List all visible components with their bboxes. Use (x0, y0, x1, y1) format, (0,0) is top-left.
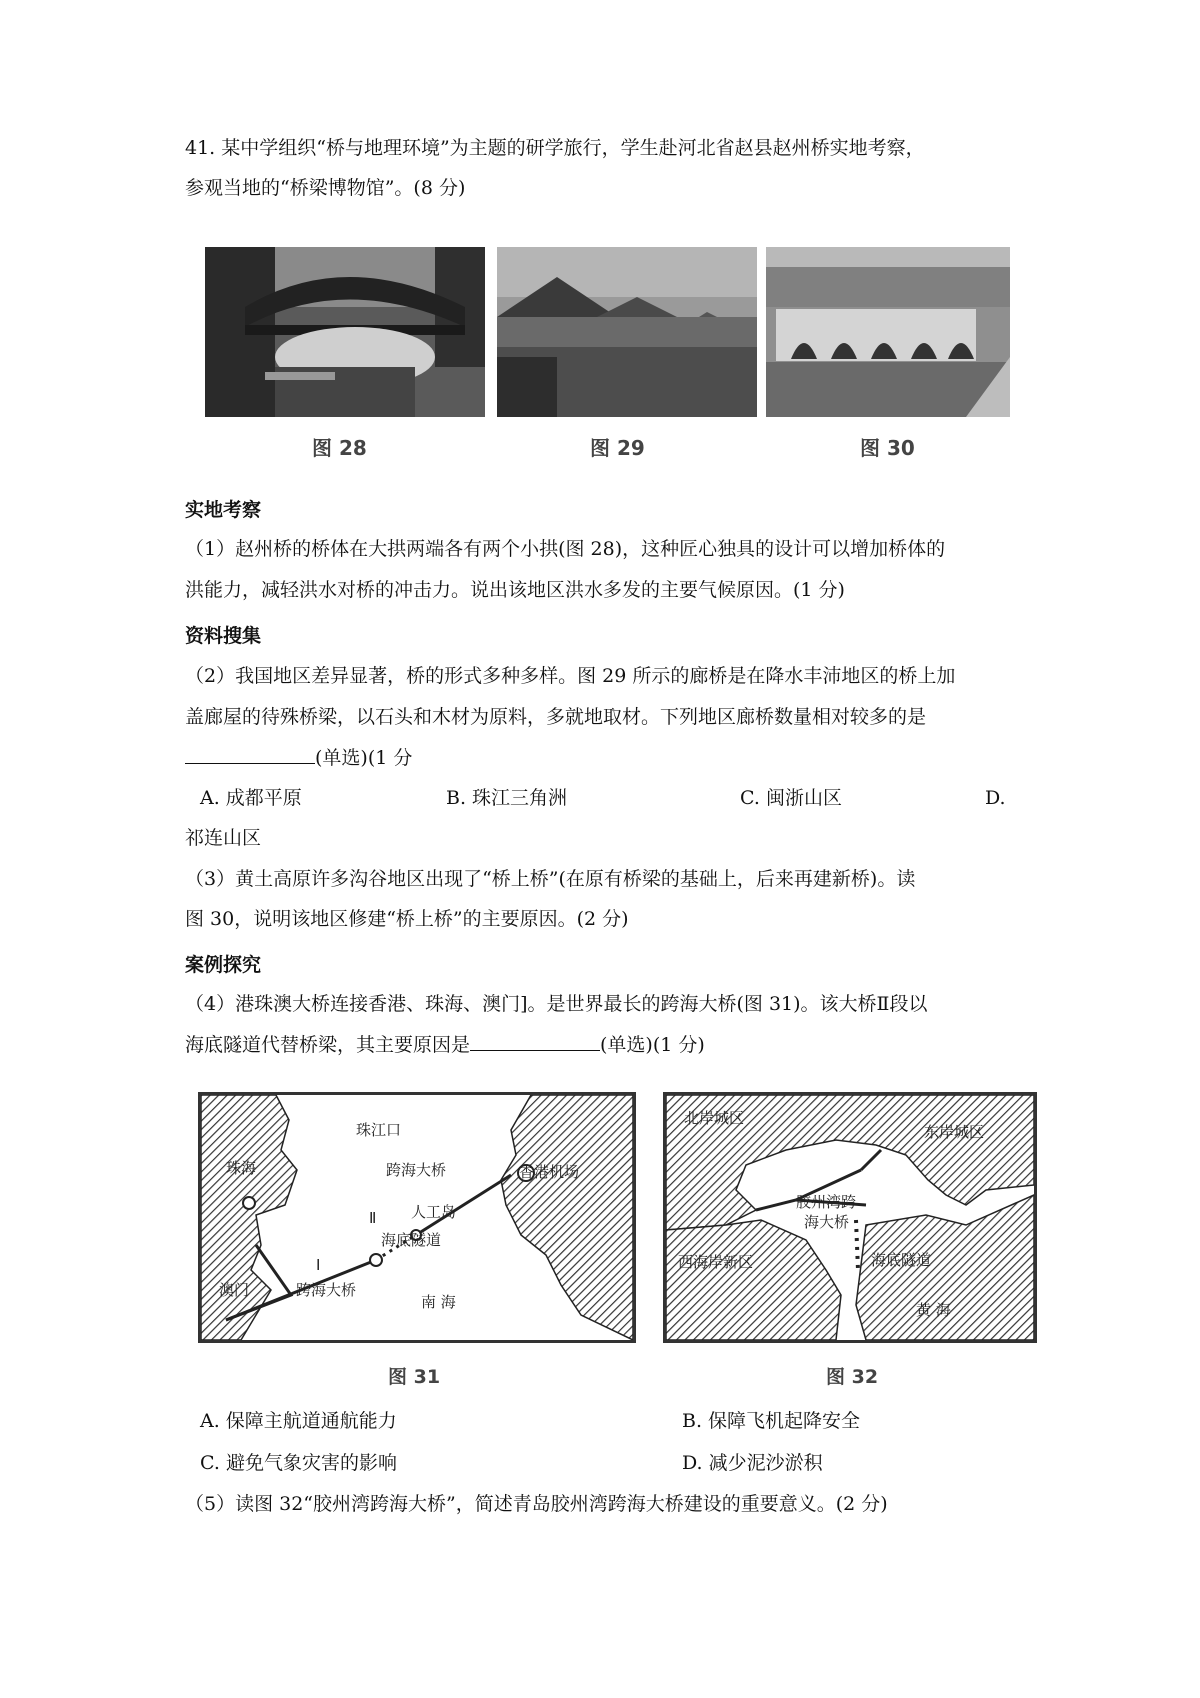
photo-covered-bridge (497, 247, 757, 417)
photo-bridge-on-bridge (766, 247, 1010, 417)
label-zhuhai: 珠海 (226, 1159, 257, 1177)
map-hong-kong-zhuhai-macao-bridge (198, 1092, 636, 1343)
q2-line-3 (185, 743, 412, 772)
caption-fig28: 图 28 (312, 436, 367, 460)
label-tunnel: 海底隧道 (381, 1231, 442, 1249)
q3-line-2: 图 30，说明该地区修建“桥上桥”的主要原因。(2 分) (185, 908, 629, 930)
caption-fig29: 图 29 (590, 436, 645, 460)
label-yellow-sea: 黄 海 (916, 1301, 951, 1319)
heading-data-collection: 资料搜集 (185, 625, 262, 647)
label-pearl-river-estuary: 珠江口 (356, 1121, 402, 1139)
label-north-district: 北岸城区 (684, 1109, 745, 1127)
label-hk-airport: 香港机场 (519, 1163, 580, 1181)
q2-option-d[interactable]: D. (985, 787, 1006, 809)
q3-line-1: （3）黄土高原许多沟谷地区出现了“桥上桥”(在原有桥梁的基础上，后来再建新桥)。读 (185, 868, 916, 890)
caption-fig31: 图 31 (388, 1366, 441, 1388)
heading-case-study: 案例探究 (185, 954, 262, 976)
label-jiaozhou-bridge: 胶州湾跨 (796, 1193, 857, 1211)
q1-line-1: （1）赵州桥的桥体在大拱两端各有两个小拱(图 28)，这种匠心独具的设计可以增加桥体的 (185, 538, 946, 560)
caption-fig30: 图 30 (860, 436, 915, 460)
label-macau: 澳门 (219, 1281, 250, 1299)
label-west-coast: 西海岸新区 (678, 1253, 754, 1271)
label-section-ii: Ⅱ (369, 1209, 377, 1227)
label-bridge-top: 跨海大桥 (386, 1161, 447, 1179)
answer-blank-q2[interactable] (185, 743, 315, 764)
q4-line-2 (185, 1030, 705, 1059)
q4-option-d[interactable]: D. 减少泥沙淤积 (682, 1452, 823, 1474)
q4-option-b[interactable]: B. 保障飞机起降安全 (682, 1410, 861, 1432)
caption-fig32: 图 32 (826, 1366, 879, 1388)
q5-line-1: （5）读图 32“胶州湾跨海大桥”，简述青岛胶州湾跨海大桥建设的重要意义。(2 分) (185, 1493, 888, 1515)
question-line-2: 参观当地的“桥梁博物馆”。(8 分) (185, 177, 466, 199)
label-east-district: 东岸城区 (924, 1123, 985, 1141)
label-jiaozhou-bridge-2: 海大桥 (804, 1213, 850, 1231)
q2-line-1: （2）我国地区差异显著，桥的形式多种多样。图 29 所示的廊桥是在降水丰沛地区的桥上加 (185, 665, 956, 687)
answer-blank-q4[interactable] (470, 1030, 600, 1051)
label-undersea-tunnel: 海底隧道 (871, 1251, 932, 1269)
label-bridge-bottom: 跨海大桥 (296, 1281, 357, 1299)
q2-line-2: 盖廊屋的待殊桥梁，以石头和木材为原料，多就地取材。下列地区廊桥数量相对较多的是 (185, 706, 927, 728)
q4-line-2-suffix: (单选)(1 分) (600, 1034, 705, 1056)
q2-option-c[interactable]: C. 闽浙山区 (740, 787, 842, 809)
label-artificial-island: 人工岛 (411, 1203, 457, 1221)
q4-option-a[interactable]: A. 保障主航道通航能力 (200, 1410, 397, 1432)
q4-line-2-prefix: 海底隧道代替桥梁，其主要原因是 (185, 1034, 471, 1056)
q2-option-b[interactable]: B. 珠江三角洲 (446, 787, 568, 809)
q4-line-1: （4）港珠澳大桥连接香港、珠海、澳门]。是世界最长的跨海大桥(图 31)。该大桥Ⅱ段以 (185, 993, 928, 1015)
q2-option-d-continued: 祁连山区 (185, 827, 262, 849)
map-jiaozhou-bay-bridge (663, 1092, 1037, 1343)
q2-option-a[interactable]: A. 成都平原 (200, 787, 302, 809)
q4-option-c[interactable]: C. 避免气象灾害的影响 (200, 1452, 397, 1474)
q1-line-2: 洪能力，减轻洪水对桥的冲击力。说出该地区洪水多发的主要气候原因。(1 分) (185, 579, 845, 601)
heading-field-study: 实地考察 (185, 499, 262, 521)
question-line-1: 41. 某中学组织“桥与地理环境”为主题的研学旅行，学生赴河北省赵县赵州桥实地考察， (185, 137, 925, 159)
q2-line-3-suffix: (单选)(1 分 (315, 747, 413, 769)
label-section-i: Ⅰ (316, 1256, 321, 1274)
label-south-sea: 南 海 (421, 1293, 456, 1311)
photo-zhaozhou-bridge (205, 247, 485, 417)
